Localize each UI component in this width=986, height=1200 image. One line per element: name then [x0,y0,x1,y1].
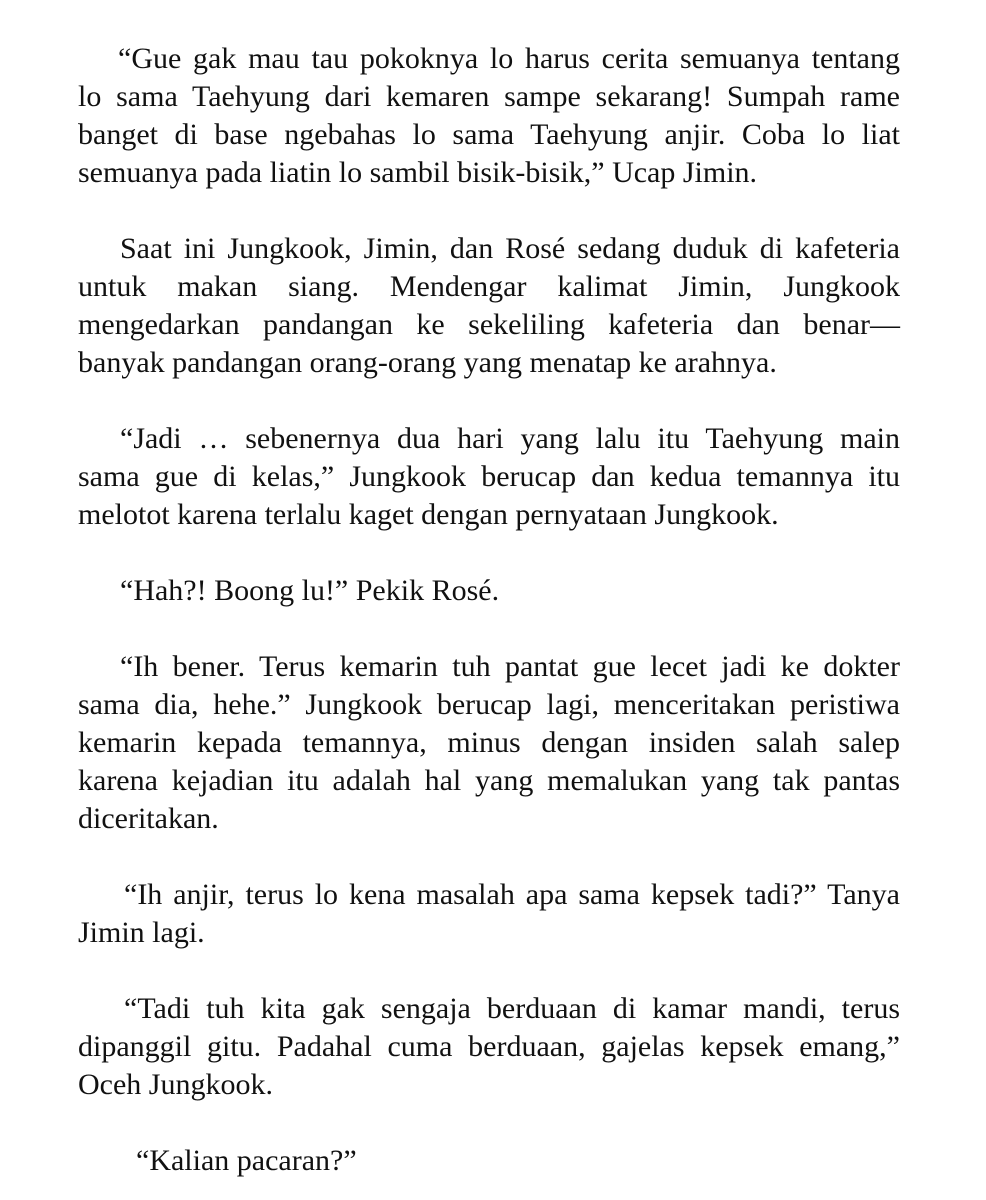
text-line: semuanya pada liatin lo sambil bisik-bisik,” Ucap Jimin. [78,156,758,189]
text-line: “Ih anjir, terus lo kena masalah apa sama kepsek tadi?” Tanya [124,878,900,911]
text-line: melotot karena terlalu kaget dengan pernyataan Jungkook. [78,498,779,531]
text-line: lo sama Taehyung dari kemaren sampe sekarang! Sumpah rame [78,80,900,113]
text-line: Jimin lagi. [78,916,205,949]
text-line: kemarin kepada temannya, minus dengan insiden salah salep [78,726,900,759]
text-line: banget di base ngebahas lo sama Taehyung anjir. Coba lo liat [78,118,900,151]
paragraph [78,990,900,1104]
text-line: “Hah?! Boong lu!” Pekik Rosé. [120,574,500,607]
text-line: dipanggil gitu. Padahal cuma berduaan, gajelas kepsek emang,” [78,1030,900,1063]
text-line: untuk makan siang. Mendengar kalimat Jimin, Jungkook [78,270,900,303]
text-line: “Tadi tuh kita gak sengaja berduaan di kamar mandi, terus [124,992,900,1025]
text-line: “Gue gak mau tau pokoknya lo harus cerita semuanya tentang [118,42,900,75]
text-line: diceritakan. [78,802,219,835]
paragraph [78,1142,900,1180]
text-line: “Kalian pacaran?” [136,1144,357,1177]
text-line: “Ih bener. Terus kemarin tuh pantat gue lecet jadi ke dokter [120,650,900,683]
text-line: Saat ini Jungkook, Jimin, dan Rosé sedang duduk di kafeteria [120,232,900,265]
text-line: Oceh Jungkook. [78,1068,273,1101]
paragraph [78,40,900,192]
text-line: karena kejadian itu adalah hal yang memalukan yang tak pantas [78,764,900,797]
text-line: sama dia, hehe.” Jungkook berucap lagi, menceritakan peristiwa [78,688,900,721]
paragraph [78,876,900,952]
paragraph [78,420,900,534]
paragraph [78,230,900,382]
text-line: banyak pandangan orang-orang yang menatap ke arahnya. [78,346,777,379]
text-line: mengedarkan pandangan ke sekeliling kafeteria dan benar— [78,308,900,341]
text-line: “Jadi … sebenernya dua hari yang lalu itu Taehyung main [120,422,900,455]
text-line: sama gue di kelas,” Jungkook berucap dan kedua temannya itu [78,460,900,493]
paragraph [78,648,900,838]
paragraph [78,572,900,610]
